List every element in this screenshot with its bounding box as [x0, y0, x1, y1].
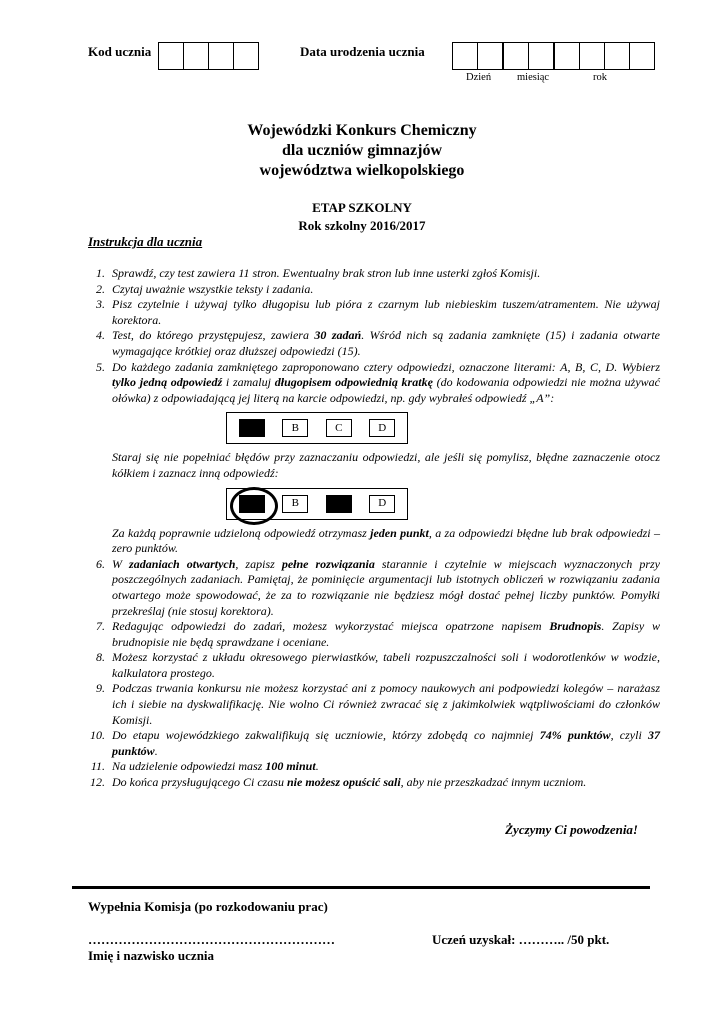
instructions-list — [88, 266, 660, 791]
score-field[interactable]: Uczeń uzyskał: ……….. /50 pkt. — [432, 932, 610, 947]
answer-box-b: B — [282, 419, 308, 437]
instruction-10: 10. Do etapu wojewódzkiego zakwalifikują się uczniowie, którzy zdobędą co najmniej 74% punktów, czyli 37 punktów. — [108, 728, 660, 759]
student-name-dots[interactable]: ………………………………………………… — [88, 932, 335, 947]
title-line-1: Wojewódzki Konkurs Chemiczny — [247, 122, 477, 139]
stage-label: ETAP SZKOLNY — [312, 200, 412, 215]
instruction-8: 8. Możesz korzystać z układu okresowego pierwiastków, tabeli rozpuszczalności soli i wodorotlenków w wodzie, kalkulatora prostego. — [108, 650, 660, 681]
instruction-5: 5. Do każdego zadania zamkniętego zaproponowano cztery odpowiedzi, oznaczone literami: A, B, C, D. Wybierz tylko jedną odpowiedź i zamaluj długopisem odpowiednią kratkę (do kodowania odpowiedzi nie można używać ołówka) z odpowiadającą jej literą na karcie odpowiedzi, np. gdy wybrałeś odpowiedź „A”: B C D Staraj się nie popełniać błędów przy zaznaczaniu odpowiedzi, ale jeśli się pomylisz, błędne zaznaczenie otocz kółkiem i zaznacz inną odpowiedź: B D Za każdą poprawnie udzieloną odpowiedź otrzymasz jeden punkt, a za odpowiedzi błędne lub brak odpowiedzi – zero punktów. — [108, 360, 660, 557]
instruction-12: 12. Do końca przysługującego Ci czasu nie możesz opuścić sali, aby nie przeszkadzać innym uczniom. — [108, 775, 660, 791]
answer-box-d: D — [369, 495, 395, 513]
answer-box-b: B — [282, 495, 308, 513]
instruction-6: 6. W zadaniach otwartych, zapisz pełne rozwiązania starannie i czytelnie w miejscach wyznaczonych przy poszczególnych zadaniach. Pamiętaj, że pominięcie argumentacji lub istotnych obliczeń w rozwiązaniu zadania otwartego może spowodować, że za to rozwiązanie nie będziesz mógł dostać pełnej liczby punktów. Pomyłki przekreślaj (nie stosuj korektora). — [108, 557, 660, 619]
footer-divider — [72, 886, 650, 889]
commission-label: Wypełnia Komisja (po rozkodowaniu prac) — [88, 899, 328, 914]
answer-box-a-circled — [239, 495, 265, 513]
instruction-11: 11. Na udzielenie odpowiedzi masz 100 minut. — [108, 759, 660, 775]
title-line-2: dla uczniów gimnazjów — [282, 142, 442, 159]
answer-box-c: C — [326, 419, 352, 437]
school-year: Rok szkolny 2016/2017 — [298, 218, 426, 233]
instruction-5-points: Za każdą poprawnie udzieloną odpowiedź otrzymasz jeden punkt, a za odpowiedzi błędne lub brak odpowiedzi – zero punktów. — [112, 525, 660, 556]
answer-box-a-filled — [239, 419, 265, 437]
instruction-3: 3. Pisz czytelnie i używaj tylko długopisu lub pióra z czarnym lub niebieskim tuszem/atramentem. Nie używaj korektora. — [108, 297, 660, 328]
student-code-boxes[interactable] — [158, 42, 259, 70]
answer-box-d: D — [369, 419, 395, 437]
answer-example-correct — [226, 412, 408, 444]
day-label: Dzień — [466, 72, 492, 83]
instruction-4: 4. Test, do którego przystępujesz, zawiera 30 zadań. Wśród nich są zadania zamknięte (15) i zadania otwarte wymagające krótkiej oraz dłuższej odpowiedzi (15). — [108, 328, 660, 359]
instructions-heading: Instrukcja dla ucznia — [88, 234, 203, 249]
birth-date-label: Data urodzenia ucznia — [300, 44, 425, 59]
student-name-label: Imię i nazwisko ucznia — [88, 948, 215, 963]
instruction-9: 9. Podczas trwania konkursu nie możesz korzystać ani z pomocy naukowych ani podpowiedzi kolegów – narażasz ich i siebie na dyskwalifikację. Nie wolno Ci również zwracać się z jakimkolwiek wątpliwościami do członków Komisji. — [108, 681, 660, 728]
student-code-label: Kod ucznia — [88, 44, 152, 59]
instruction-5-mistake-text: Staraj się nie popełniać błędów przy zaznaczaniu odpowiedzi, ale jeśli się pomylisz, błędne zaznaczenie otocz kółkiem i zaznacz inną odpowiedź: — [112, 450, 660, 480]
instruction-7: 7. Redagując odpowiedzi do zadań, możesz wykorzystać miejsca opatrzone napisem Brudnopis. Zapisy w brudnopisie nie będą sprawdzane i oceniane. — [108, 619, 660, 650]
month-label: miesiąc — [517, 72, 550, 83]
year-label: rok — [593, 72, 607, 83]
answer-box-c-filled — [326, 495, 352, 513]
title-line-3: województwa wielkopolskiego — [259, 162, 465, 179]
instruction-1: 1. Sprawdź, czy test zawiera 11 stron. Ewentualny brak stron lub inne usterki zgłoś Komisji. — [108, 266, 660, 282]
instruction-2: 2. Czytaj uważnie wszystkie teksty i zadania. — [108, 282, 660, 298]
good-luck-wish: Życzymy Ci powodzenia! — [505, 822, 638, 837]
answer-example-corrected — [226, 488, 408, 520]
birth-date-boxes[interactable] — [452, 42, 655, 70]
